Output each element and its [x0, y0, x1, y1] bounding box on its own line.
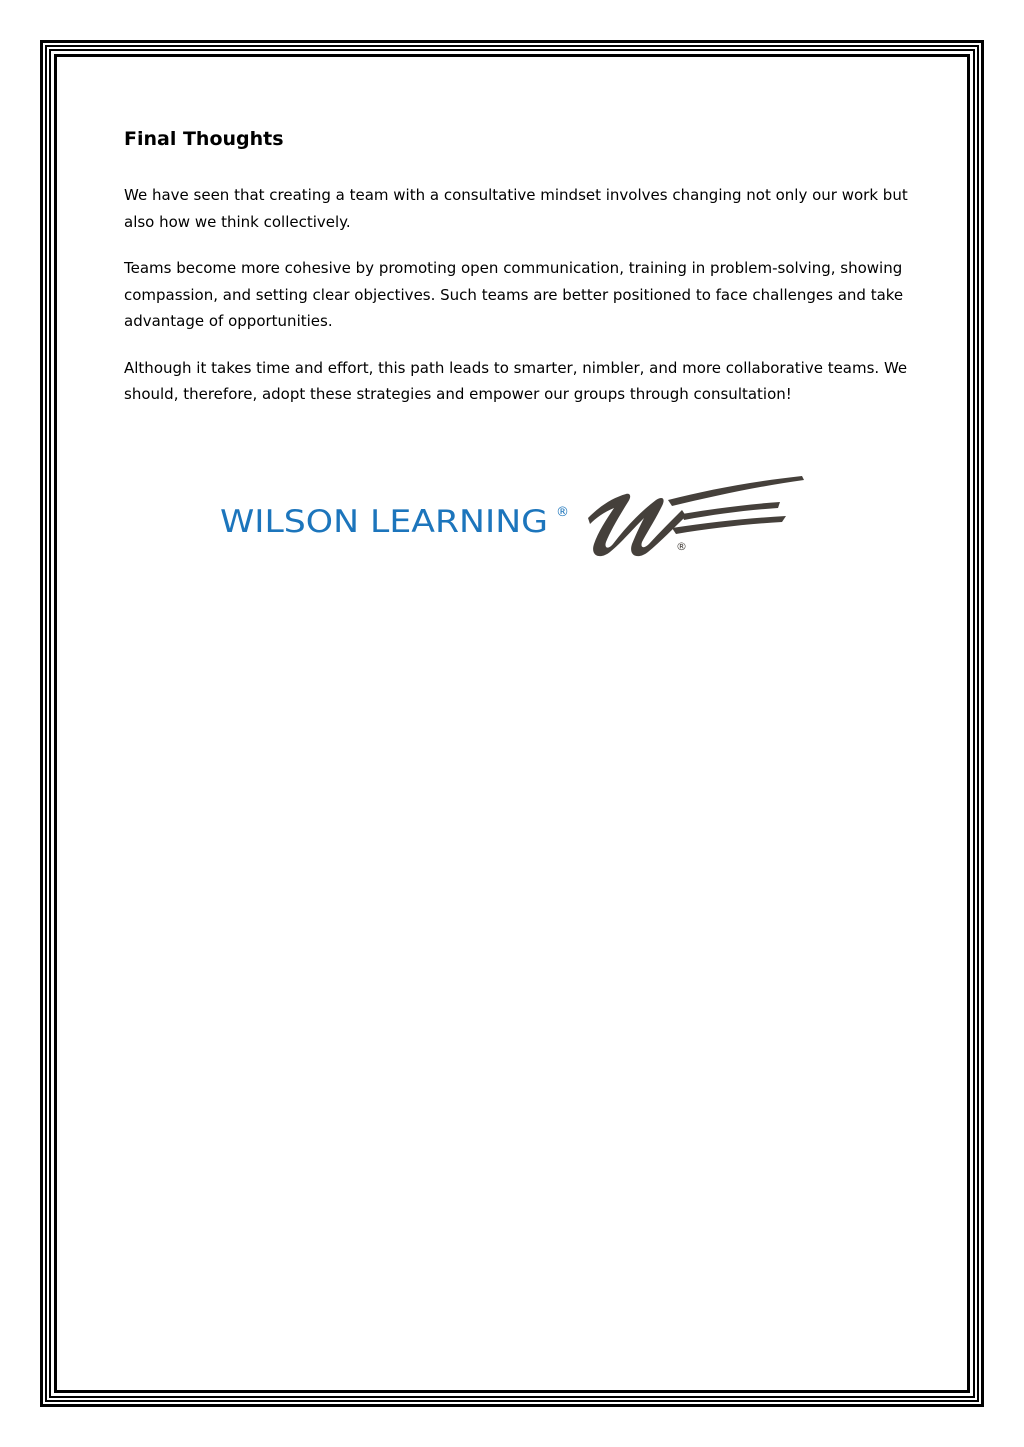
logo-wordmark: WILSON LEARNING [220, 504, 548, 540]
wilson-learning-logo [220, 470, 810, 560]
wilson-learning-w-mark-icon [588, 476, 804, 556]
document-body [124, 124, 914, 428]
section-heading: Final Thoughts [124, 128, 284, 150]
paragraph-1: We have seen that creating a team with a consultative mindset involves changing not only our work but also how we think collectively. [124, 186, 908, 231]
logo-graphic [220, 470, 810, 560]
logo-registered-mark: ® [556, 505, 569, 520]
mark-registered-symbol: ® [676, 540, 687, 553]
paragraph-3: Although it takes time and effort, this path leads to smarter, nimbler, and more collaborative teams. We should, therefore, adopt these strategies and empower our groups through consultation! [124, 358, 908, 403]
paragraph-2: Teams become more cohesive by promoting open communication, training in problem-solving, showing compassion, and setting clear objectives. Such teams are better positioned to face challenges and take advantage of opportunities. [124, 259, 904, 330]
